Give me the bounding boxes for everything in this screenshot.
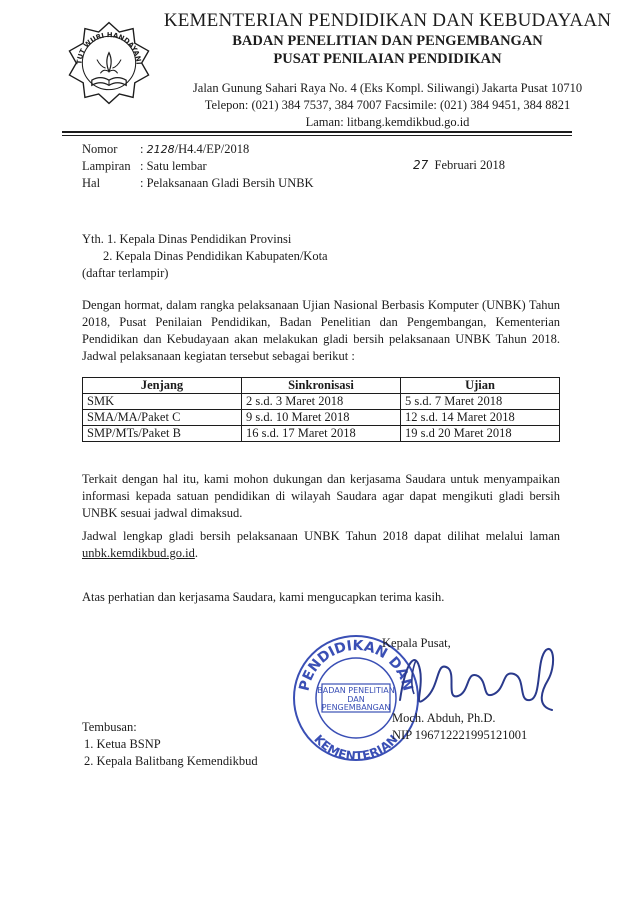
signatory-nip: NIP 196712221995121001: [392, 728, 528, 742]
nomor-suffix: /H4.4/EP/2018: [174, 142, 250, 156]
table-row: [83, 410, 560, 426]
cc-item: 2. Kepala Balitbang Kemendikbud: [84, 754, 258, 768]
web-line: Laman: litbang.kemdikbud.go.id: [305, 115, 470, 129]
cell-ujian: 19 s.d 20 Maret 2018: [401, 426, 560, 442]
lampiran-separator: :: [140, 159, 144, 173]
unbk-website-link[interactable]: unbk.kemdikbud.go.id: [82, 546, 195, 560]
letterhead: [160, 10, 615, 68]
unit-name: PUSAT PENILAIAN PENDIDIKAN: [273, 51, 502, 67]
stamp-outer-top: PENDIDIKAN DAN: [296, 637, 416, 693]
date-day-handwritten: 27: [413, 158, 429, 172]
nomor-row: [82, 141, 314, 158]
hal-label: Hal: [82, 176, 101, 190]
address-line: Jalan Gunung Sahari Raya No. 4 (Eks Kompl. Siliwangi) Jakarta Pusat 10710: [192, 81, 583, 95]
letterhead-rule-thin: [62, 135, 572, 136]
ministry-name: KEMENTERIAN PENDIDIKAN DAN KEBUDAYAAN: [163, 10, 612, 31]
table-row: [83, 426, 560, 442]
paragraph-3-text: Jadwal lengkap gladi bersih pelaksanaan UNBK Tahun 2018 dapat dilihat melalui laman: [82, 529, 560, 543]
cell-ujian: 5 s.d. 7 Maret 2018: [401, 394, 560, 410]
stamp-inner-line-2: DAN: [347, 695, 365, 704]
stamp-outer-bottom: KEMENTERIAN: [311, 732, 401, 764]
addressee-line-3: (daftar terlampir): [82, 266, 169, 280]
signatory-name: Moch. Abduh, Ph.D.: [392, 711, 496, 725]
lampiran-row: [82, 158, 314, 175]
stamp-inner-line-3: PENGEMBANGAN: [321, 703, 391, 712]
letterhead-contact: [160, 80, 615, 131]
table-header-row: [83, 378, 560, 394]
tut-wuri-handayani-logo: [66, 20, 152, 106]
hal-value: Pelaksanaan Gladi Bersih UNBK: [146, 176, 314, 190]
cell-sinkronisasi: 9 s.d. 10 Maret 2018: [242, 410, 401, 426]
paragraph-3-period: .: [194, 546, 198, 560]
lampiran-label: Lampiran: [82, 159, 131, 173]
svg-text:KEMENTERIAN: [311, 732, 400, 763]
date-month-year: Februari 2018: [434, 158, 506, 172]
handwritten-signature: [386, 640, 566, 720]
cc-item: 1. Ketua BSNP: [84, 737, 161, 751]
cell-ujian: 12 s.d. 14 Maret 2018: [401, 410, 560, 426]
nomor-separator: :: [140, 142, 144, 156]
header-jenjang: Jenjang: [83, 378, 242, 394]
schedule-table: [82, 377, 560, 442]
body-paragraph-1: Dengan hormat, dalam rangka pelaksanaan Ujian Nasional Berbasis Komputer (UNBK) Tahun 2018, Pusat Penilaian Pendidikan, Badan Penelitian dan Pengembangan, Kementerian Pendidikan dan Kebudayaan akan melakukan gladi bersih pelaksanaan UNBK Tahun 2018. Jadwal pelaksanaan kegiatan tersebut sebagai berikut :: [82, 298, 560, 363]
letterhead-rule-thick: [62, 131, 572, 133]
lampiran-value: Satu lembar: [146, 159, 207, 173]
carbon-copy-block: [82, 719, 258, 770]
header-ujian: Ujian: [401, 378, 560, 394]
body-paragraph-3: [82, 528, 560, 562]
svg-text:TUT WURI HANDAYANI: [75, 31, 142, 65]
signatory-title: Kepala Pusat,: [382, 636, 451, 650]
addressee-line-1: Yth. 1. Kepala Dinas Pendidikan Provinsi: [82, 232, 292, 246]
table-row: [83, 394, 560, 410]
hal-separator: :: [140, 176, 144, 190]
hal-row: [82, 175, 314, 192]
cell-jenjang: SMK: [83, 394, 242, 410]
body-paragraph-4: Atas perhatian dan kerjasama Saudara, kami mengucapkan terima kasih.: [82, 590, 445, 604]
nomor-handwritten: 2128: [146, 143, 175, 156]
header-sinkronisasi: Sinkronisasi: [242, 378, 401, 394]
logo-motto: TUT WURI HANDAYANI: [75, 31, 143, 65]
cc-label: Tembusan:: [82, 720, 137, 734]
cell-jenjang: SMP/MTs/Paket B: [83, 426, 242, 442]
cell-sinkronisasi: 2 s.d. 3 Maret 2018: [242, 394, 401, 410]
letter-meta: [82, 141, 314, 192]
letter-date: [413, 158, 505, 173]
addressee-block: [82, 231, 328, 282]
addressee-line-2: 2. Kepala Dinas Pendidikan Kabupaten/Kota: [103, 249, 328, 263]
cell-sinkronisasi: 16 s.d. 17 Maret 2018: [242, 426, 401, 442]
stamp-inner-line-1: BADAN PENELITIAN: [317, 686, 395, 695]
phone-line: Telepon: (021) 384 7537, 384 7007 Facsimile: (021) 384 9451, 384 8821: [204, 98, 571, 112]
nomor-label: Nomor: [82, 142, 118, 156]
agency-name: BADAN PENELITIAN DAN PENGEMBANGAN: [232, 33, 543, 49]
body-paragraph-2: Terkait dengan hal itu, kami mohon dukungan dan kerjasama Saudara untuk menyampaikan informasi kepada satuan pendidikan di wilayah Saudara agar dapat mengikuti gladi bersih UNBK sesuai jadwal dimaksud.: [82, 472, 560, 520]
cell-jenjang: SMA/MA/Paket C: [83, 410, 242, 426]
